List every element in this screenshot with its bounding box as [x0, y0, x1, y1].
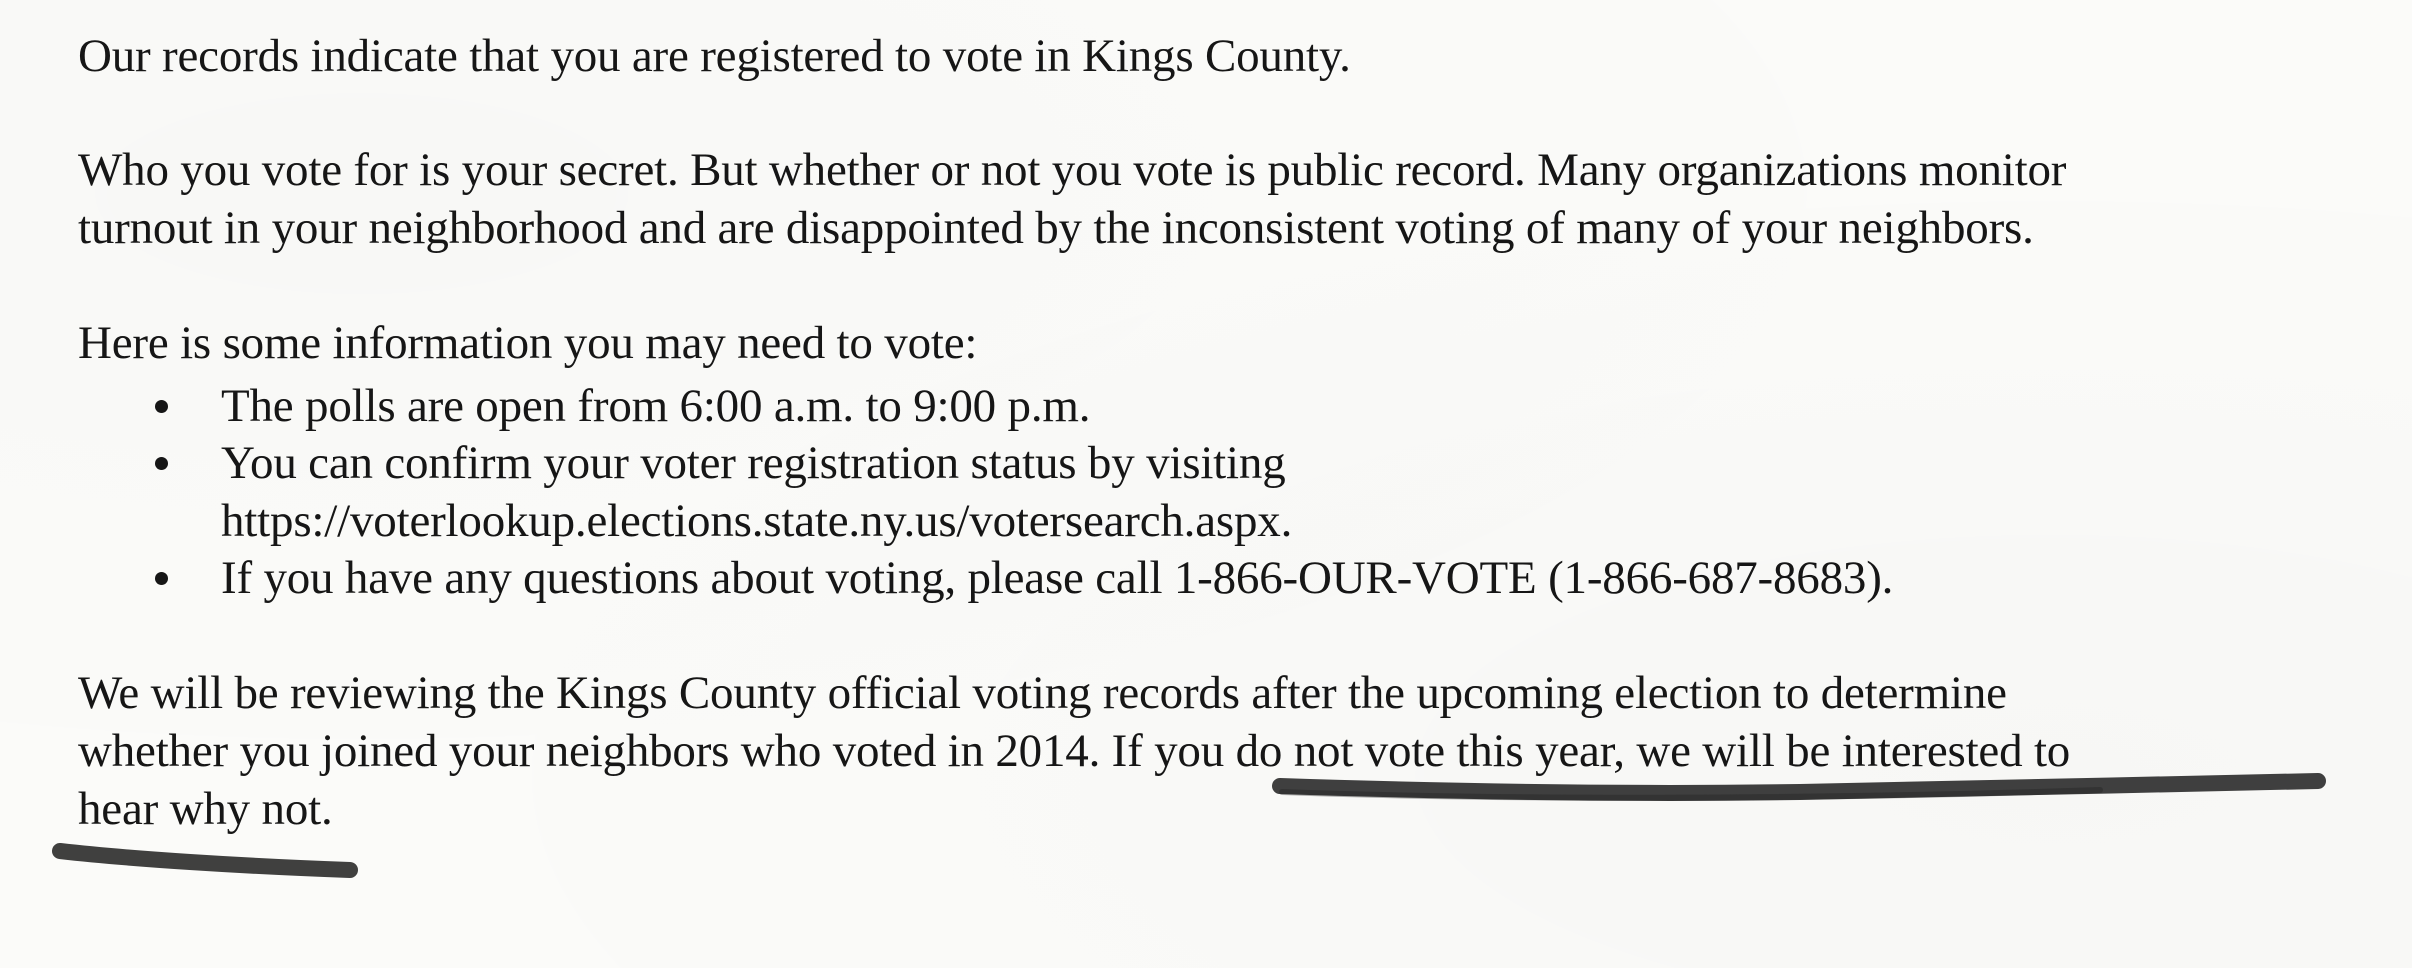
- paragraph-secret-line-1: Who you vote for is your secret. But whether or not you vote is public record. Many organizations monitor: [78, 144, 2067, 196]
- marker-stroke-lower: [60, 851, 350, 870]
- info-intro: Here is some information you may need to vote:: [78, 317, 978, 369]
- bullet-registration-status: You can confirm your voter registration status by visiting: [221, 437, 1286, 489]
- bullet-dot: [155, 572, 168, 585]
- marker-stroke-upper-fade: [1282, 790, 2100, 798]
- bullet-dot: [155, 400, 168, 413]
- bullet-questions-phone: If you have any questions about voting, please call 1-866-OUR-VOTE (1-866-687-8683).: [221, 552, 1894, 604]
- marker-stroke-upper: [1280, 781, 2318, 793]
- bullet-polls-hours: The polls are open from 6:00 a.m. to 9:00 p.m.: [221, 380, 1091, 432]
- paragraph-review-line-2: whether you joined your neighbors who voted in 2014. If you do not vote this year, we will be interested to: [78, 725, 2071, 777]
- paragraph-review-line-3: hear why not.: [78, 783, 333, 835]
- bullet-dot: [155, 457, 168, 470]
- paragraph-secret-line-2: turnout in your neighborhood and are disappointed by the inconsistent voting of many of your neighbors.: [78, 202, 2034, 254]
- paragraph-registration: Our records indicate that you are registered to vote in Kings County.: [78, 30, 1351, 82]
- voter-lookup-url: https://voterlookup.elections.state.ny.us/votersearch.aspx.: [221, 495, 1293, 547]
- paragraph-review-line-1: We will be reviewing the Kings County official voting records after the upcoming election to determine: [78, 667, 2007, 719]
